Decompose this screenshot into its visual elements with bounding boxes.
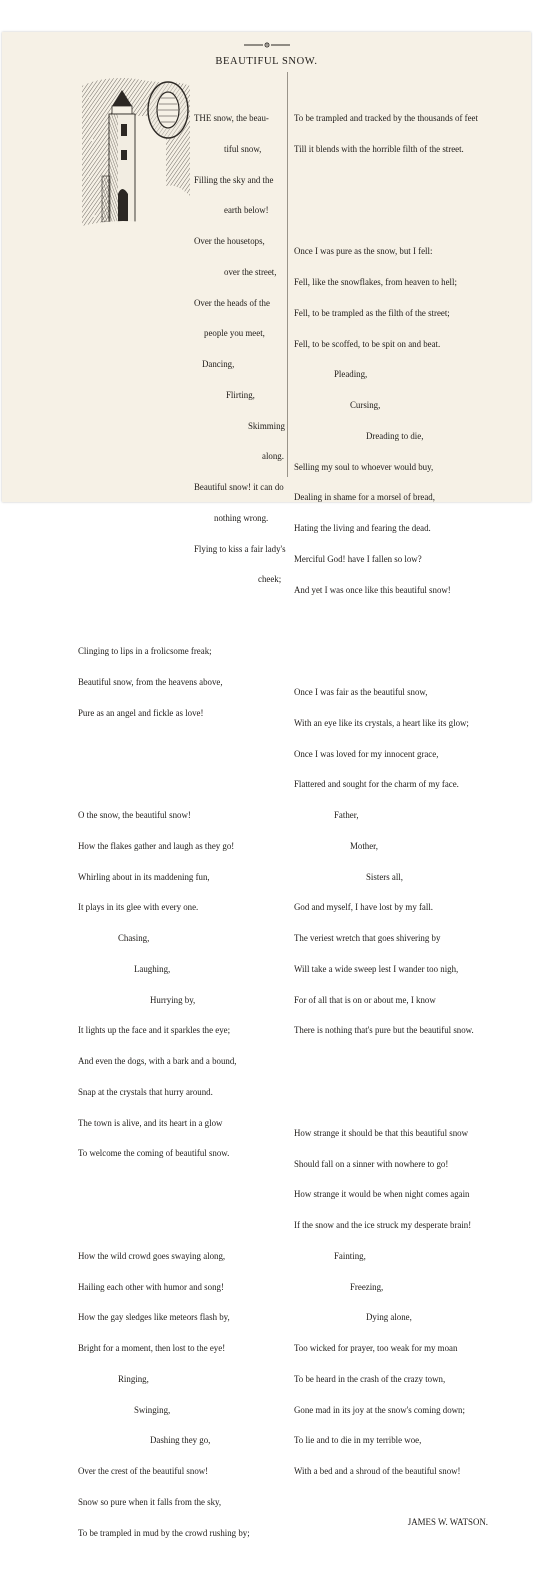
verse-line: How strange it would be when night comes again [294,1189,470,1200]
verse-line: And yet I was once like this beautiful snow! [294,584,451,595]
verse-line: Ringing, [118,1373,149,1384]
verse-line: Whirling about in its maddening fun, [78,871,210,882]
verse-line: Too wicked for prayer, too weak for my moan [294,1343,458,1353]
verse-line: Mother, [350,840,378,851]
verse-line: How strange it should be that this beautiful snow [294,1127,469,1138]
verse-line: How the wild crowd goes swaying along, [78,1250,226,1261]
verse-line: tiful snow, [224,143,262,154]
verse-line: people you meet, [204,328,265,339]
verse-line: Freezing, [350,1281,384,1292]
header-ornament [242,42,292,48]
verse-line: To lie and to die in my terrible woe, [294,1435,422,1446]
author-signature: JAMES W. WATSON. [407,1517,488,1528]
verse-line: Dealing in shame for a morsel of bread, [294,492,435,503]
verse-line: How the flakes gather and laugh as they go! [78,840,235,851]
verse-line: The veriest wretch that goes shivering by [294,933,441,943]
verse-line: Fell, like the snowflakes, from heaven to hell; [294,277,457,287]
verse-line: Flirting, [226,389,255,400]
stanza-5 [294,667,524,1057]
right-column [294,72,524,1548]
verse-line: Will take a wide sweep lest I wander too nigh, [294,963,459,974]
verse-line: To be heard in the crash of the crazy town, [294,1373,446,1384]
verse-line: Once I was fair as the beautiful snow, [294,687,428,697]
stanza-4 [294,226,524,616]
verse-line: Fainting, [334,1250,366,1261]
verse-line: Hurrying by, [150,994,196,1005]
column-divider [287,72,288,477]
verse-line: Clinging to lips in a frolicsome freak; [78,646,212,656]
verse-line: THE snow, the beau- [194,113,269,123]
verse-line: For of all that is on or about me, I know [294,994,436,1005]
verse-line: Pleading, [334,369,368,380]
verse-line: Once I was pure as the snow, but I fell: [294,246,433,257]
stanza-1-inset [194,93,286,606]
verse-line: Beautiful snow! it can do [194,482,284,492]
verse-line: Till it blends with the horrible filth of the street. [294,143,464,154]
verse-line: cheek; [258,574,282,585]
left-column [78,72,286,1579]
verse-line: Over the housetops, [194,236,265,246]
verse-line: Dying alone, [366,1312,412,1323]
verse-line: To be trampled in mud by the crowd rushing by; [78,1527,250,1538]
verse-line: Merciful God! have I fallen so low? [294,553,422,564]
verse-line: Skimming [248,420,285,431]
verse-line: Should fall on a sinner with nowhere to go! [294,1158,449,1169]
verse-line: Hating the living and fearing the dead. [294,523,431,533]
poem-page [2,32,531,1538]
verse-line: Flattered and sought for the charm of my face. [294,779,459,790]
verse-line: Hailing each other with humor and song! [78,1281,224,1292]
verse-line: Over the crest of the beautiful snow! [78,1466,209,1476]
verse-line: Bright for a moment, then lost to the eye! [78,1343,226,1353]
stanza-1-tail [78,626,283,739]
verse-line: If the snow and the ice struck my desperate brain! [294,1220,472,1230]
verse-line: Chasing, [118,933,150,943]
verse-line: Over the heads of the [194,297,270,308]
verse-line: And even the dogs, with a bark and a bound, [78,1056,237,1066]
verse-line: Selling my soul to whoever would buy, [294,461,434,472]
verse-line: To welcome the coming of beautiful snow. [78,1148,230,1159]
verse-line: Snow so pure when it falls from the sky, [78,1496,222,1507]
verse-line: over the street, [224,266,277,277]
verse-line: Dancing, [202,359,235,369]
verse-line: Fell, to be scoffed, to be spit on and beat. [294,338,441,349]
verse-line: God and myself, I have lost by my fall. [294,902,434,913]
poem-title: BEAUTIFUL SNOW. [215,56,318,67]
verse-line: With an eye like its crystals, a heart like its glow; [294,717,469,728]
verse-line: Snap at the crystals that hurry around. [78,1086,213,1097]
verse-line: Dreading to die, [366,430,424,441]
verse-line: How the gay sledges like meteors flash by, [78,1312,230,1323]
stanza-3-continued [294,93,524,175]
verse-line: Once I was loved for my innocent grace, [294,748,439,759]
verse-line: along. [262,451,284,462]
verse-line: Laughing, [134,963,171,974]
verse-line: Pure as an angel and fickle as love! [78,707,204,718]
stanza-2 [78,790,283,1180]
verse-line: Beautiful snow, from the heavens above, [78,676,223,687]
stanza-6 [294,1107,524,1497]
verse-line: Filling the sky and the [194,174,274,185]
verse-line: Fell, to be trampled as the filth of the street; [294,307,450,318]
verse-line: With a bed and a shroud of the beautiful snow! [294,1466,461,1476]
verse-line: Flying to kiss a fair lady's [194,543,286,554]
stanza-3 [78,1230,283,1558]
verse-line: Father, [334,810,359,820]
verse-line: Gone mad in its joy at the snow's coming down; [294,1404,465,1415]
verse-line: To be trampled and tracked by the thousands of feet [294,113,478,123]
verse-line: The town is alive, and its heart in a glow [78,1117,223,1128]
verse-line: Swinging, [134,1404,171,1415]
verse-line: earth below! [224,205,269,216]
verse-line: nothing wrong. [214,512,269,523]
verse-line: Sisters all, [366,871,403,882]
verse-line: It lights up the face and it sparkles the eye; [78,1025,231,1036]
verse-line: Cursing, [350,400,381,410]
verse-line: O the snow, the beautiful snow! [78,810,191,820]
verse-line: It plays in its glee with every one. [78,902,199,913]
verse-line: There is nothing that's pure but the beautiful snow. [294,1025,474,1036]
verse-line: Dashing they go, [150,1435,211,1446]
